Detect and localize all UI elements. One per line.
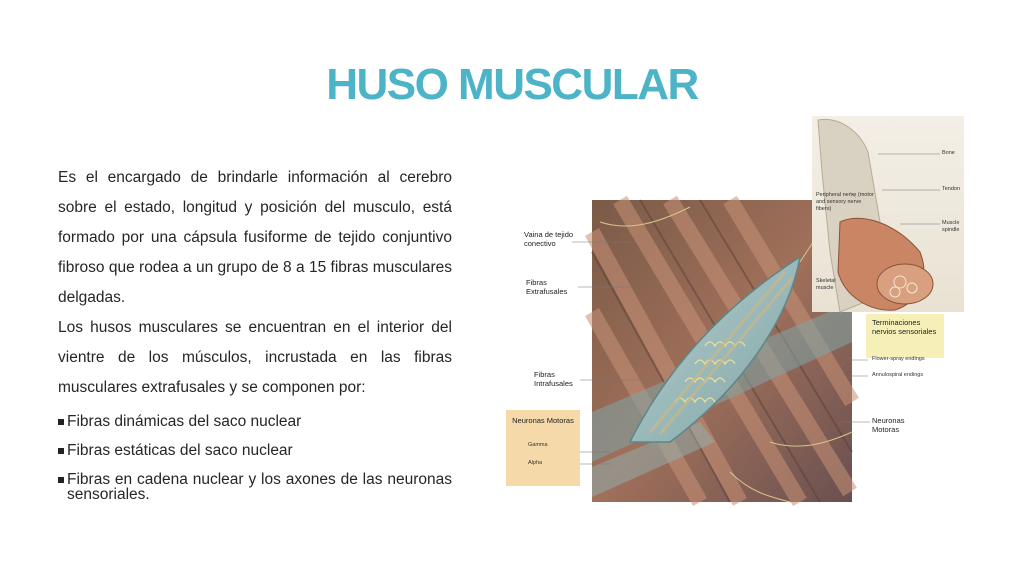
bullet-item: Fibras dinámicas del saco nuclear <box>58 407 452 436</box>
body-text <box>58 163 452 502</box>
label-alpha: Alpha <box>528 460 543 466</box>
label-tendon: Tendon <box>942 186 961 192</box>
muscle-spindle-illustration <box>500 112 968 512</box>
bullet-item: Fibras estáticas del saco nuclear <box>58 436 452 465</box>
bullet-list <box>58 407 452 502</box>
bullet-item: Fibras en cadena nuclear y los axones de las neuronas sensoriales. <box>58 465 452 502</box>
label-peripheral-nerve: Peripheral nerve (motor and sensory nerve fibers) <box>816 192 874 212</box>
label-muscle-spindle: Muscle spindle <box>942 220 960 233</box>
label-intrafusales: Fibras Intrafusales <box>534 370 573 388</box>
label-flower-spray: Flower-spray endings <box>872 356 925 362</box>
label-right-motor: Neuronas Motoras <box>872 416 905 434</box>
paragraph-2: Los husos musculares se encuentran en el interior del vientre de los músculos, incrustada en las fibras musculares extrafusales y se componen por: <box>58 319 452 396</box>
muscle-spindle-figure <box>500 112 968 512</box>
label-bone: Bone <box>942 150 955 156</box>
label-gamma: Gamma <box>528 442 548 448</box>
paragraph-1: Es el encargado de brindarle información al cerebro sobre el estado, longitud y posición del musculo, está formado por una cápsula fusiforme de tejido conjuntivo fibroso que rodea a un grupo de 8 a 15 fibras musculares delgadas. <box>58 169 452 306</box>
label-skeletal-muscle: Skeletal muscle <box>816 278 836 291</box>
label-vaina: Vaina de tejido conectivo <box>524 230 574 248</box>
sensory-box-title: Terminaciones nervios sensoriales <box>872 318 937 336</box>
label-extrafusales: Fibras Extrafusales <box>526 278 568 296</box>
motor-box-title: Neuronas Motoras <box>512 416 574 425</box>
slide-title: HUSO MUSCULAR <box>326 60 698 109</box>
label-annulospiral: Annulospiral endings <box>872 372 924 378</box>
